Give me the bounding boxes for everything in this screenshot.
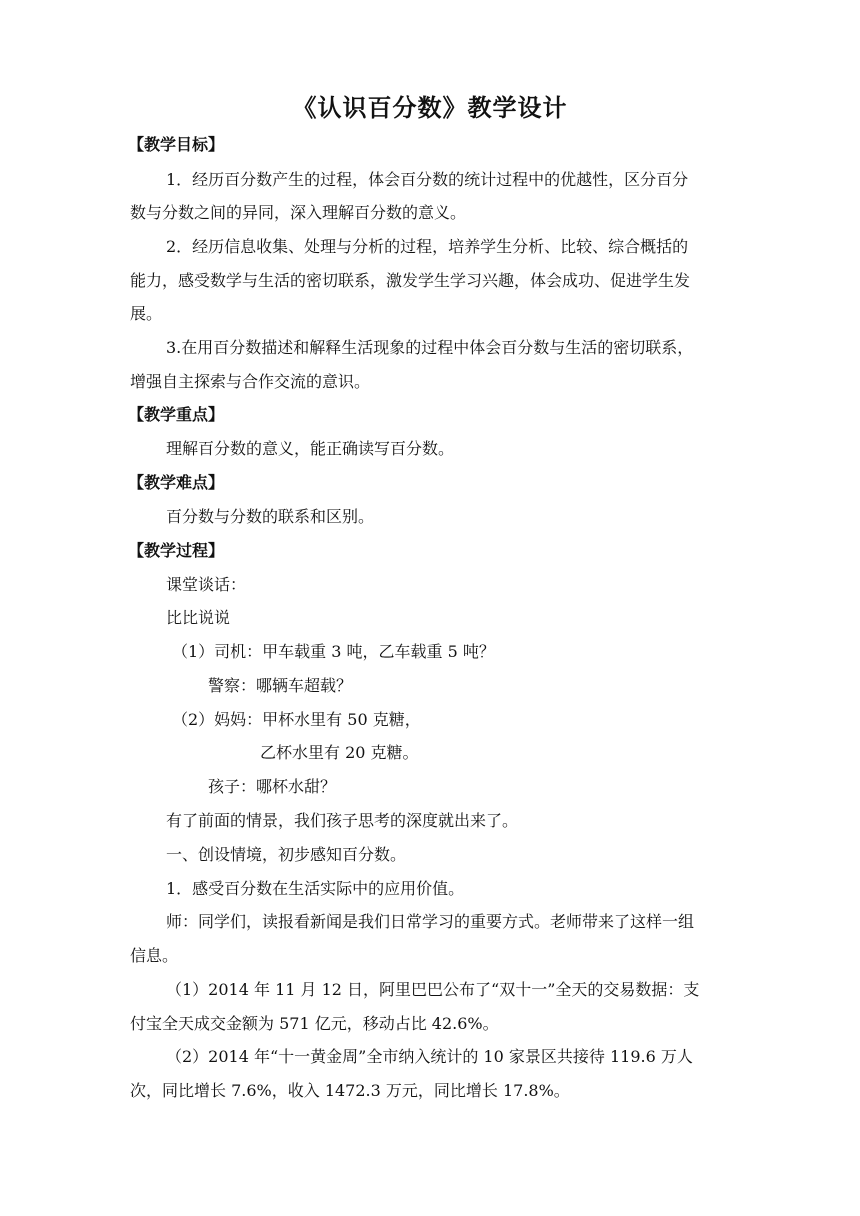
goals-heading: 【教学目标】 (128, 135, 225, 154)
question-2-mom: （2）妈妈：甲杯水里有 50 克糖， (172, 710, 421, 729)
class-talk: 课堂谈话： (166, 575, 247, 594)
teacher-line-1: 师：同学们，读报看新闻是我们日常学习的重要方式。老师带来了这样一组 (166, 912, 695, 931)
key-text: 理解百分数的意义，能正确读写百分数。 (166, 439, 455, 458)
step-1-text: 1．感受百分数在生活实际中的应用价值。 (166, 879, 465, 898)
goal-1-line-2: 数与分数之间的异同，深入理解百分数的意义。 (130, 203, 467, 222)
goal-2-line-3: 展。 (130, 304, 163, 323)
question-2-cup-b: 乙杯水里有 20 克糖。 (260, 743, 419, 762)
part-1-heading: 一、创设情境，初步感知百分数。 (166, 845, 407, 864)
question-1-driver: （1）司机：甲车载重 3 吨，乙车载重 5 吨？ (172, 642, 495, 661)
question-1-police: 警察：哪辆车超载？ (208, 676, 353, 695)
transition-text: 有了前面的情景，我们孩子思考的深度就出来了。 (166, 811, 519, 830)
difficulty-heading: 【教学难点】 (128, 473, 225, 492)
info-1-line-1: （1）2014 年 11 月 12 日，阿里巴巴公布了“双十一”全天的交易数据：支 (166, 980, 700, 999)
compare-say: 比比说说 (166, 608, 231, 627)
difficulty-text: 百分数与分数的联系和区别。 (166, 507, 375, 526)
key-heading: 【教学重点】 (128, 405, 225, 424)
info-2-line-2: 次，同比增长 7.6%，收入 1472.3 万元，同比增长 17.8%。 (130, 1081, 570, 1100)
goal-3-line-1: 3.在用百分数描述和解释生活现象的过程中体会百分数与生活的密切联系， (166, 338, 694, 357)
goal-1-line-1: 1．经历百分数产生的过程，体会百分数的统计过程中的优越性，区分百分 (166, 170, 689, 189)
info-2-line-1: （2）2014 年“十一黄金周”全市纳入统计的 10 家景区共接待 119.6 万人 (166, 1047, 693, 1066)
teacher-line-2: 信息。 (130, 946, 179, 965)
goal-2-line-2: 能力，感受数学与生活的密切联系，激发学生学习兴趣，体会成功、促进学生发 (130, 271, 691, 290)
process-heading: 【教学过程】 (128, 541, 225, 560)
question-2-child: 孩子：哪杯水甜？ (208, 777, 337, 796)
goal-2-line-1: 2．经历信息收集、处理与分析的过程，培养学生分析、比较、综合概括的 (166, 237, 689, 256)
document-title: 《认识百分数》教学设计 (292, 94, 568, 122)
goal-3-line-2: 增强自主探索与合作交流的意识。 (130, 372, 371, 391)
info-1-line-2: 付宝全天成交金额为 571 亿元，移动占比 42.6%。 (130, 1014, 499, 1033)
